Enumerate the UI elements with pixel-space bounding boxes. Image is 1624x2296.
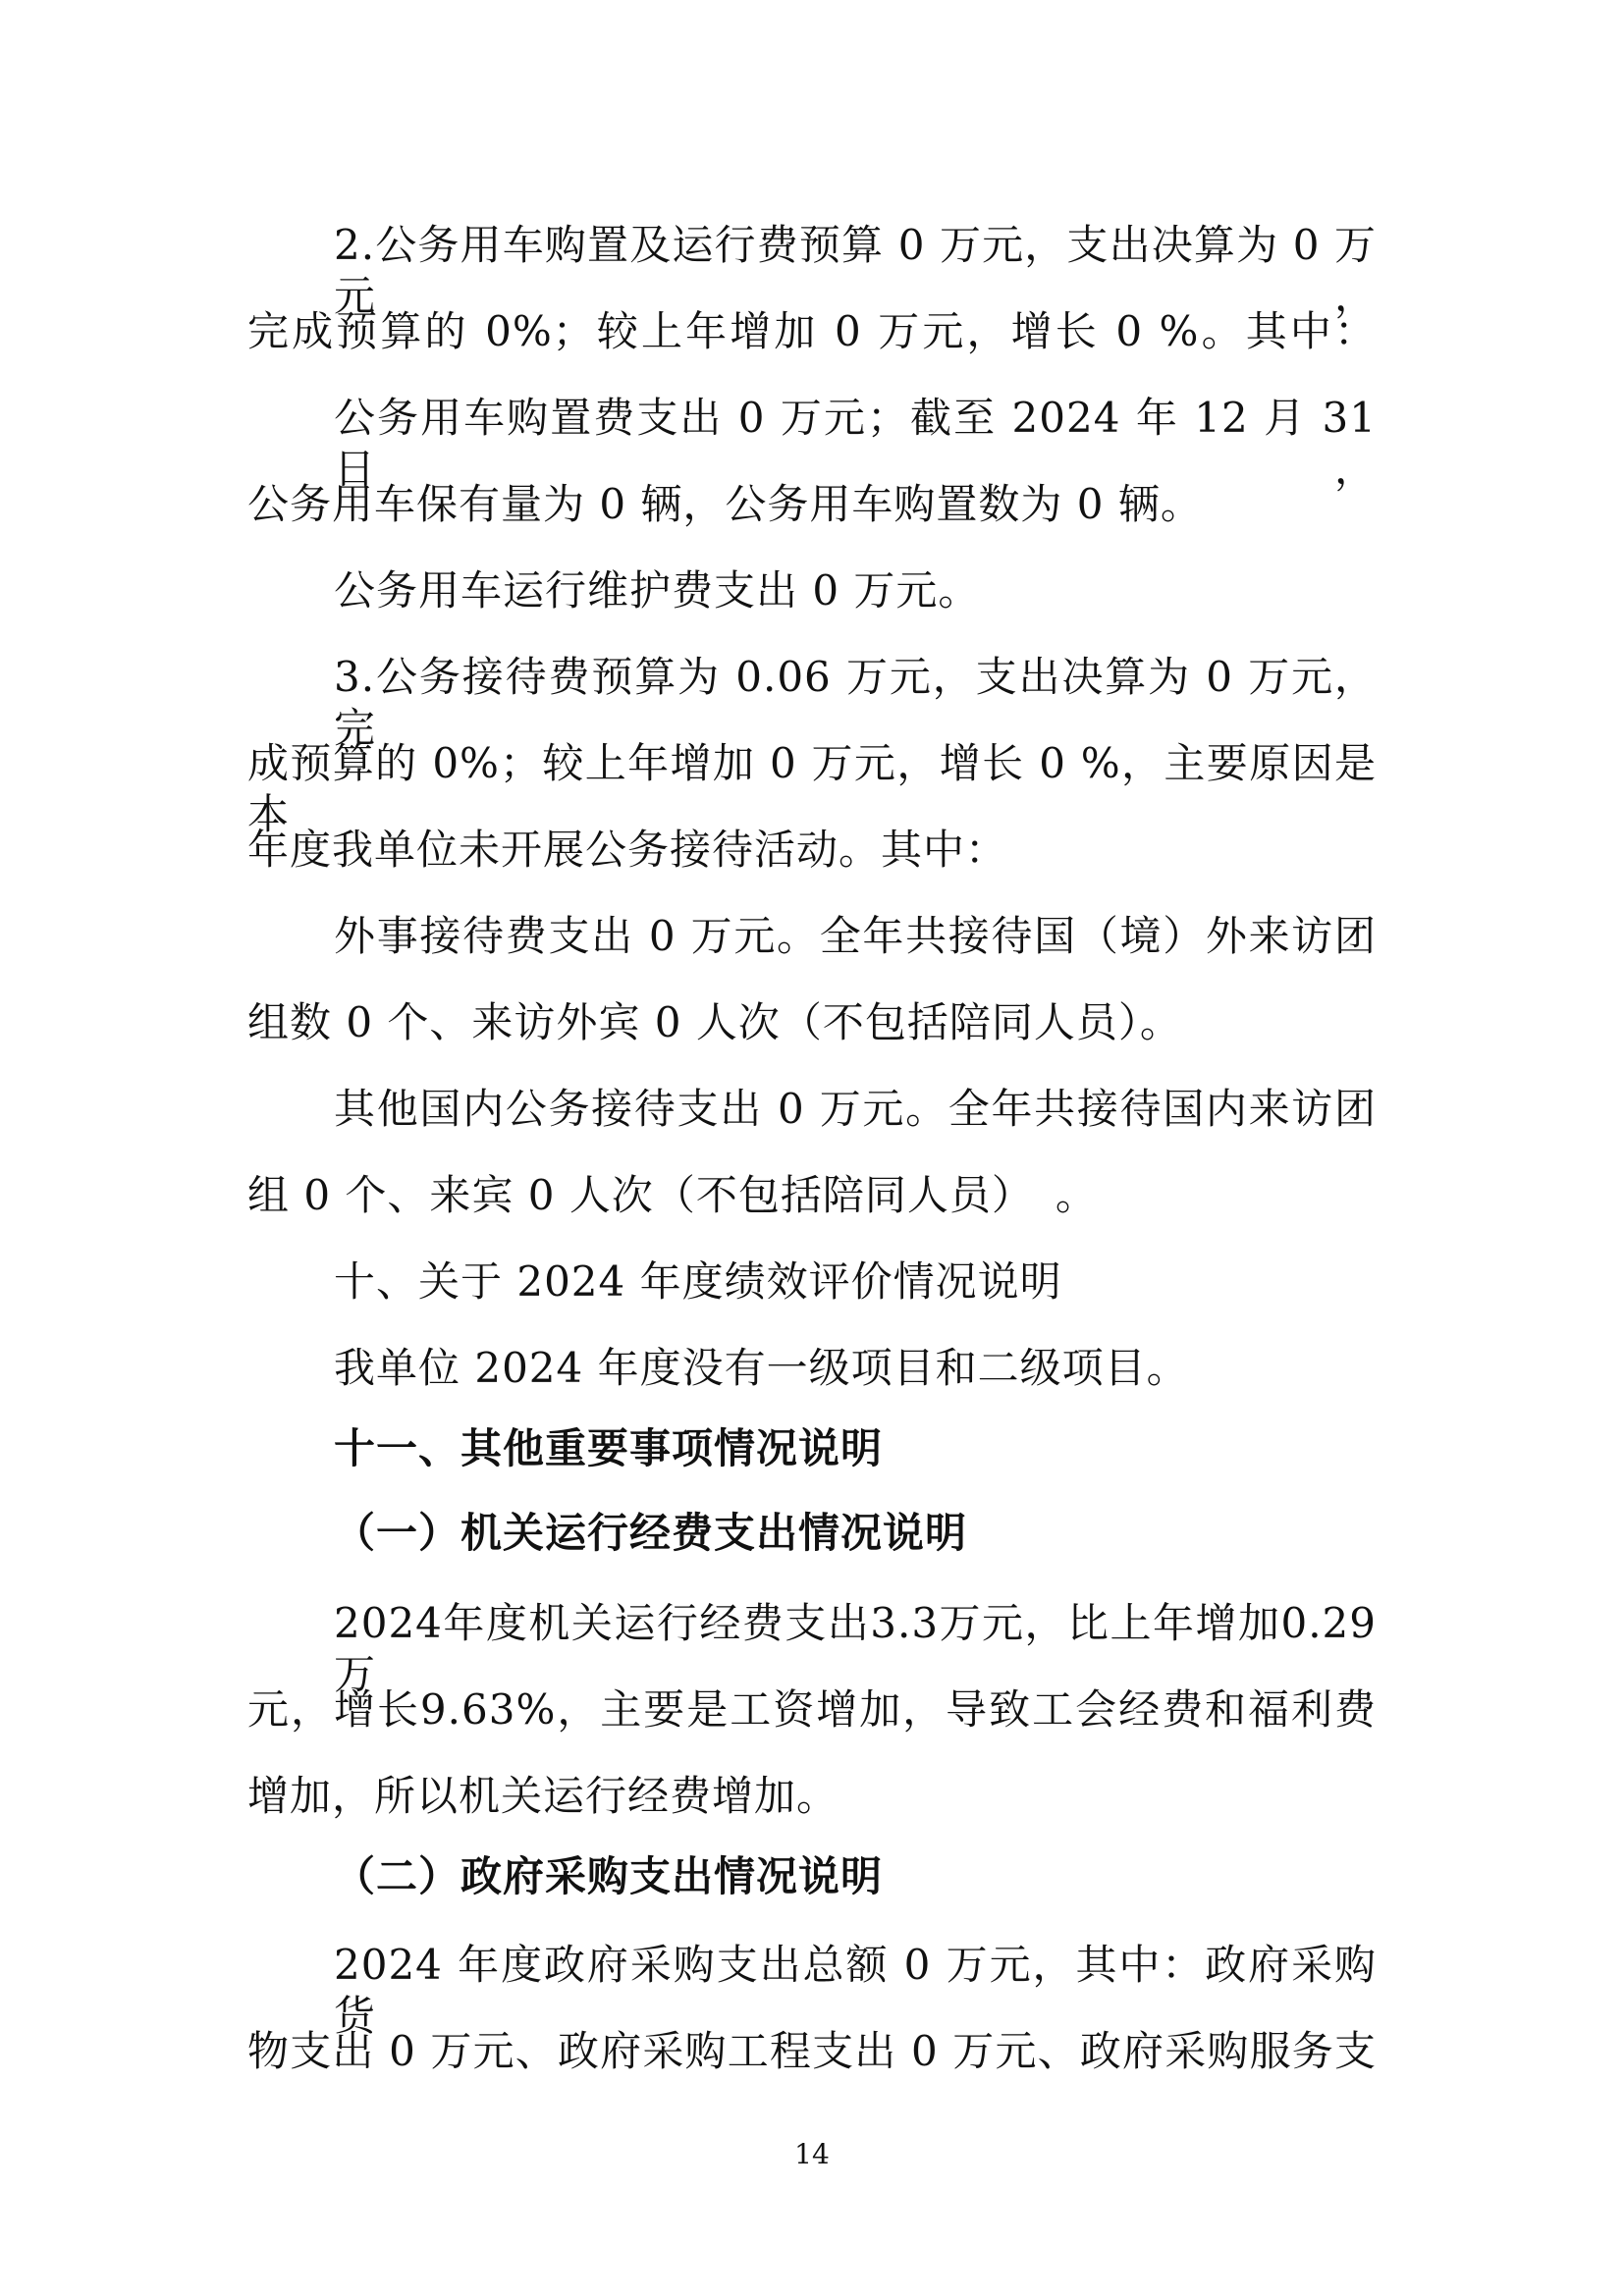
subsection-heading-1: （一）机关运行经费支出情况说明 — [334, 1509, 968, 1557]
paragraph-line-2: 完成预算的 0%；较上年增加 0 万元，增长 0 %。其中： — [247, 307, 1377, 355]
page-number: 14 — [794, 2138, 830, 2170]
paragraph-line-8: 年度我单位未开展公务接待活动。其中： — [247, 826, 1008, 874]
paragraph-line-13: 我单位 2024 年度没有一级项目和二级项目。 — [334, 1344, 1189, 1392]
paragraph-line-9: 外事接待费支出 0 万元。全年共接待国（境）外来访团 — [334, 912, 1377, 960]
paragraph-line-15: 元，增长9.63%，主要是工资增加，导致工会经费和福利费 — [247, 1685, 1377, 1734]
paragraph-line-11: 其他国内公务接待支出 0 万元。全年共接待国内来访团 — [334, 1085, 1377, 1133]
paragraph-line-12: 组 0 个、来宾 0 人次（不包括陪同人员） 。 — [247, 1171, 1098, 1219]
paragraph-line-1: 2.公务用车购置及运行费预算 0 万元，支出决算为 0 万元， — [334, 221, 1377, 320]
paragraph-line-7: 成预算的 0%；较上年增加 0 万元，增长 0 %，主要原因是本 — [247, 739, 1377, 838]
paragraph-line-6: 3.公务接待费预算为 0.06 万元，支出决算为 0 万元，完 — [334, 653, 1377, 752]
paragraph-line-4: 公务用车保有量为 0 辆，公务用车购置数为 0 辆。 — [247, 480, 1203, 528]
paragraph-line-10: 组数 0 个、来访外宾 0 人次（不包括陪同人员）。 — [247, 998, 1182, 1046]
subsection-heading-2: （二）政府采购支出情况说明 — [334, 1852, 884, 1900]
paragraph-line-18: 物支出 0 万元、政府采购工程支出 0 万元、政府采购服务支 — [247, 2027, 1377, 2075]
section-heading-11: 十一、其他重要事项情况说明 — [334, 1424, 884, 1472]
paragraph-line-17: 2024 年度政府采购支出总额 0 万元，其中：政府采购货 — [334, 1941, 1377, 2040]
paragraph-line-3: 公务用车购置费支出 0 万元；截至 2024 年 12 月 31 日， — [334, 394, 1377, 493]
paragraph-line-5: 公务用车运行维护费支出 0 万元。 — [334, 566, 981, 614]
paragraph-line-14: 2024年度机关运行经费支出3.3万元，比上年增加0.29万 — [334, 1599, 1377, 1698]
section-heading-10: 十、关于 2024 年度绩效评价情况说明 — [334, 1257, 1062, 1306]
paragraph-line-16: 增加，所以机关运行经费增加。 — [247, 1772, 839, 1820]
